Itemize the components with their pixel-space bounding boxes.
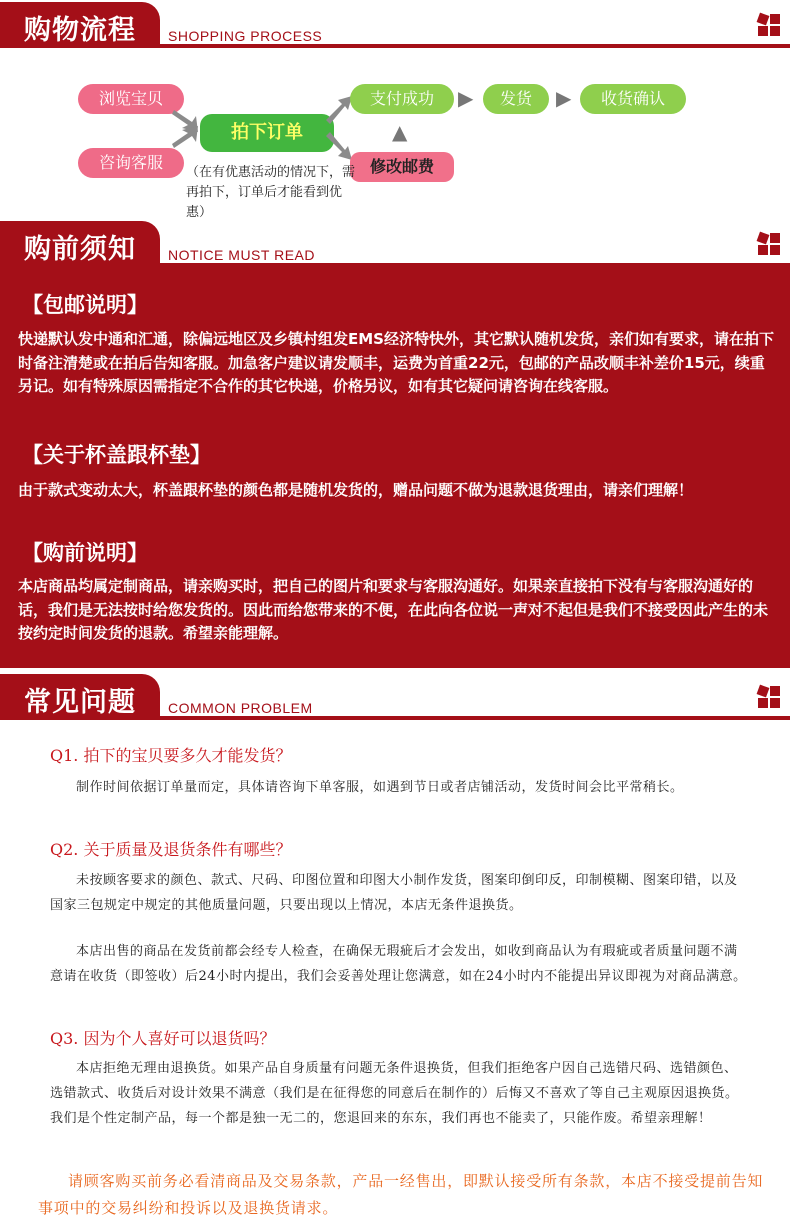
arrow-right-icon: ▶ (556, 86, 572, 110)
flow-step-pay: 支付成功 (350, 84, 454, 114)
faq-answer: 本店拒绝无理由退换货。如果产品自身质量有问题无条件退换货，但我们拒绝客户因自己选错尺码、选错颜色、选错款式、收货后对设计效果不满意（我们是在征得您的同意后在制作的）后悔又不喜欢了等自己主观原因退换货。我们是个性定制产品，每一个都是独一无二的，您退回来的东东，我们再也不能卖了，只能作废。希望亲理解！ (50, 1061, 739, 1126)
flow-note: （在有优惠活动的情况下，需再拍下，订单后才能看到优惠） (186, 165, 356, 220)
arrow-right-icon: ▶ (458, 86, 474, 110)
faq-answer: 本店出售的商品在发货前都会经专人检查，在确保无瑕疵后才会发出，如收到商品认为有瑕疵或者质量问题不满意请在收货（即签收）后24小时内提出，我们会妥善处理让您满意，如在24小时内不能提出异议即视为对商品满意。 (50, 944, 747, 984)
notice-text: 本店商品均属定制商品，请亲购买时，把自己的图片和要求与客服沟通好。如果亲直接拍下没有与客服沟通好的话，我们是无法按时给您发货的。因此而给您带来的不便，在此向各位说一声对不起但是我们不接受因此产生的未按约定时间发货的退款。希望亲能理解。 (18, 577, 769, 642)
faq-question: Q1. 拍下的宝贝要多久才能发货？ (50, 746, 292, 765)
final-notice: 请顾客购买前务必看清商品及交易条款，产品一经售出，即默认接受所有条款，本店不接受提前告知事项中的交易纠纷和投诉以及退换货请求。 (38, 1172, 764, 1217)
faq-answer: 制作时间依据订单量而定，具体请咨询下单客服，如遇到节日或者店铺活动，发货时间会比平常稍长。 (76, 780, 684, 795)
flow-step-confirm: 收货确认 (580, 84, 686, 114)
section-subtitle: COMMON PROBLEM (168, 700, 313, 716)
brand-logo-icon (758, 686, 780, 708)
flow-step-modify-fee: 修改邮费 (350, 152, 454, 182)
faq-question: Q2. 关于质量及退货条件有哪些？ (50, 840, 292, 859)
brand-logo-icon (758, 14, 780, 36)
section-tab (0, 221, 160, 267)
arrow-up-icon: ▲ (392, 120, 408, 144)
section-title: 常见问题 (24, 687, 136, 718)
notice-text: 由于款式变动太大，杯盖跟杯垫的颜色都是随机发货的，赠品问题不做为退款退货理由，请亲们理解！ (18, 481, 694, 499)
section-tab (0, 674, 160, 720)
notice-heading: 【包邮说明】 (22, 293, 148, 317)
section-title: 购物流程 (24, 15, 136, 46)
section-subtitle: SHOPPING PROCESS (168, 28, 323, 44)
faq-answer: 未按顾客要求的颜色、款式、尺码、印图位置和印图大小制作发货，图案印倒印反，印制模糊、图案印错，以及国家三包规定中规定的其他质量问题，只要出现以上情况，本店无条件退换货。 (50, 873, 738, 913)
notice-panel (0, 265, 790, 668)
faq-question: Q3. 因为个人喜好可以退货吗？ (50, 1029, 276, 1048)
section-subtitle: NOTICE MUST READ (168, 247, 315, 263)
section-divider (160, 44, 790, 48)
arrow-diverge-icon (322, 90, 352, 166)
section-header-faq (0, 674, 790, 720)
flow-step-ship: 发货 (483, 84, 549, 114)
section-divider (160, 716, 790, 720)
section-title: 购前须知 (24, 234, 136, 265)
notice-heading: 【购前说明】 (22, 541, 148, 565)
notice-heading: 【关于杯盖跟杯垫】 (22, 443, 211, 467)
brand-logo-icon (758, 233, 780, 255)
flow-step-browse: 浏览宝贝 (78, 84, 184, 114)
flow-step-consult: 咨询客服 (78, 148, 184, 178)
section-header-notice (0, 221, 790, 267)
section-tab (0, 2, 160, 48)
notice-text: 快递默认发中通和汇通，除偏远地区及乡镇村组发EMS经济特快外，其它默认随机发货，亲们如有要求，请在拍下时备注清楚或在拍后告知客服。加急客户建议请发顺丰，运费为首重22元，包邮的产品改顺丰补差价15元，续重另记。如有特殊原因需指定不合作的其它快递，价格另议，如有其它疑问请咨询在线客服。 (18, 330, 774, 395)
section-header-process (0, 2, 790, 48)
flow-step-order: 拍下订单 (200, 114, 334, 152)
